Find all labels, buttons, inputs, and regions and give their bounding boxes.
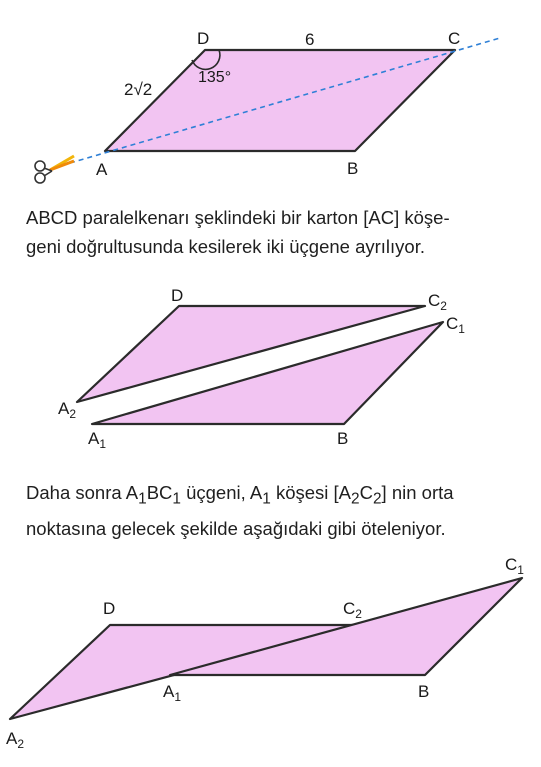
- vertex-label-b: B: [337, 429, 349, 448]
- vertex-label-c1: $C_1$: [446, 314, 465, 336]
- vertex-label-c2: $C_2$: [428, 291, 447, 313]
- figure-translated-triangles: [0, 550, 541, 767]
- description-line: geni doğrultusunda kesilerek iki üçgene ayrılıyor.: [26, 236, 426, 257]
- vertex-label-c: C: [448, 29, 461, 48]
- description-line: Daha sonra $A_1BC_1$ üçgeni, $A_1$ köşesi $[A_2C_2]$ nin orta: [26, 482, 454, 508]
- scissors-icon: [35, 156, 74, 183]
- vertex-label-b: B: [347, 159, 359, 178]
- figure-parallelogram-abcd: [0, 0, 541, 200]
- vertex-label-c1: $C_1$: [505, 555, 524, 577]
- vertex-label-a1: $A_1$: [163, 682, 182, 704]
- vertex-label-d: D: [171, 286, 184, 305]
- side-label-ad: 2√2: [124, 80, 153, 99]
- angle-label-d: 135°: [198, 69, 232, 86]
- vertex-label-a2: $A_2$: [58, 399, 77, 421]
- vertex-label-d: D: [197, 29, 210, 48]
- vertex-label-a2: $A_2$: [6, 729, 25, 751]
- vertex-label-a1: $A_1$: [88, 429, 107, 451]
- description-line: noktasına gelecek şekilde aşağıdaki gibi öteleniyor.: [26, 517, 446, 539]
- parallelogram-abcd: [105, 50, 455, 151]
- side-label-dc: 6: [305, 30, 315, 49]
- description-paragraph-1: [26, 203, 450, 261]
- description-paragraph-2: [26, 478, 454, 543]
- figure-two-triangles: [0, 280, 541, 460]
- vertex-label-d: D: [103, 599, 116, 618]
- vertex-label-b: B: [418, 682, 430, 701]
- vertex-label-a: A: [96, 160, 108, 179]
- vertex-label-c2: $C_2$: [343, 599, 362, 621]
- description-line: ABCD paralelkenarı şeklindeki bir karton [AC] köşe-: [26, 207, 450, 228]
